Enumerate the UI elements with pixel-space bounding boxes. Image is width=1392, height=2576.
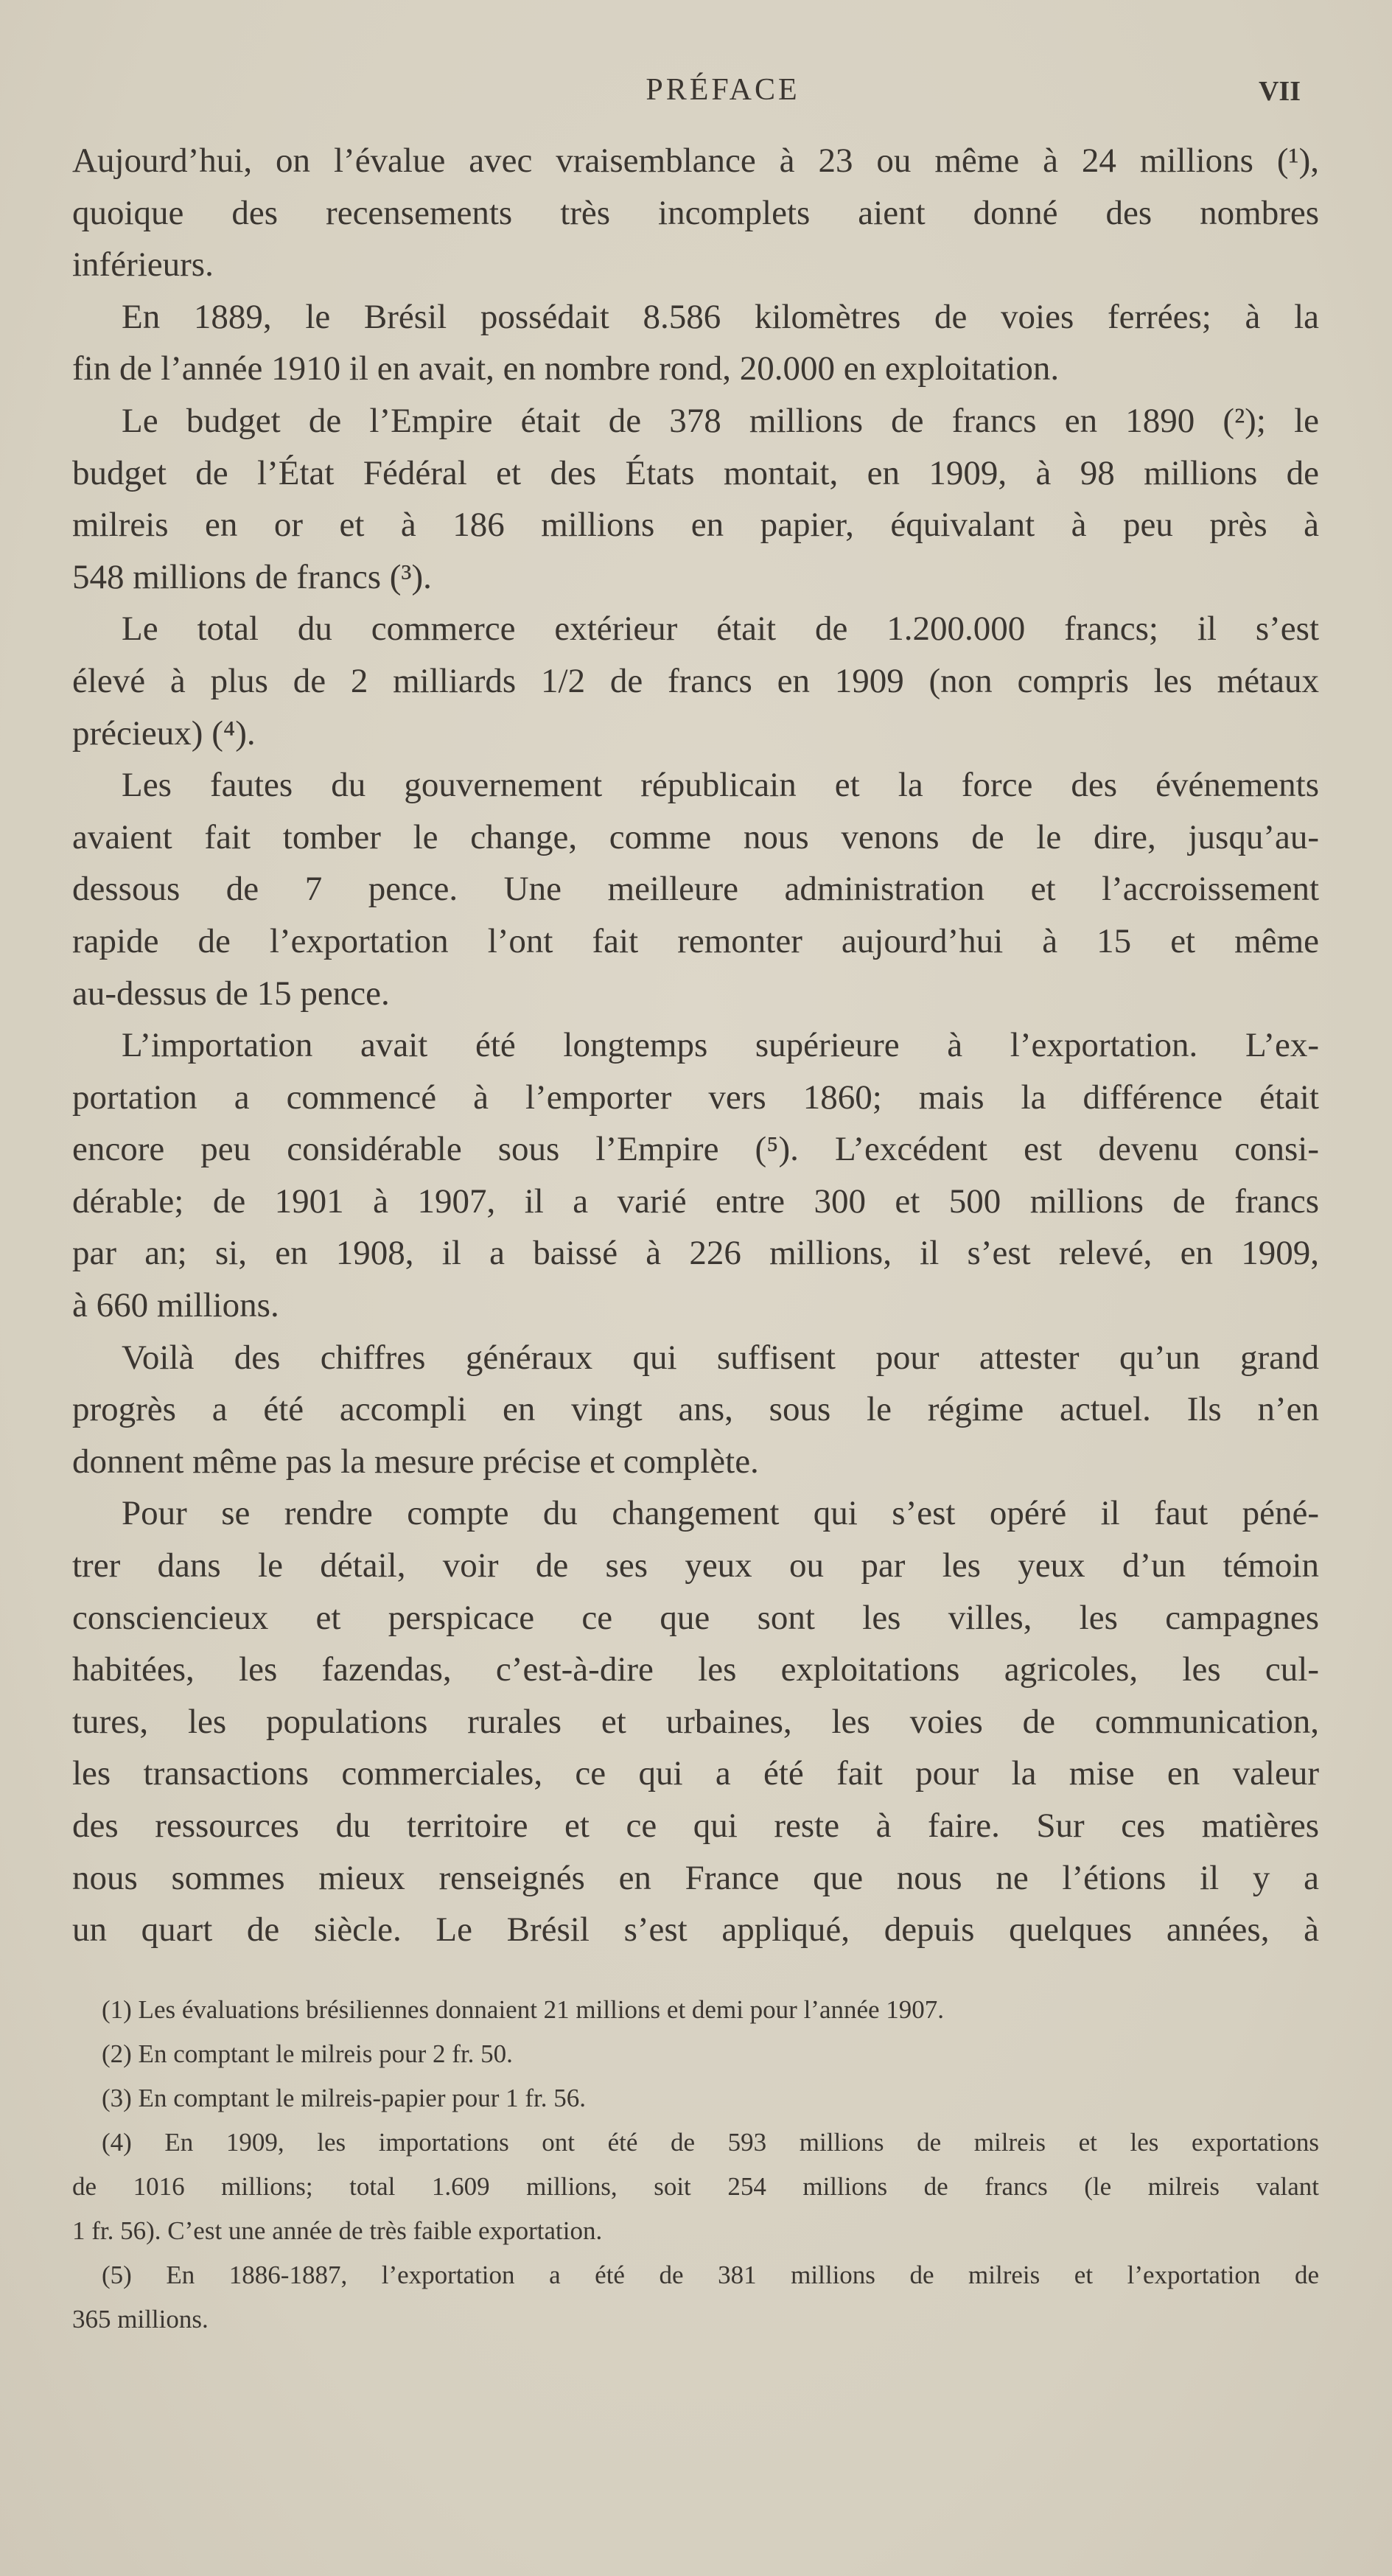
footnote-line: de 1016 millions; total 1.609 millions, soit 254 millions de francs (le milreis valant (72, 2172, 1319, 2201)
paragraph-line: Pour se rendre compte du changement qui s’est opéré il faut péné- (122, 1494, 1319, 1533)
footnotes (72, 1988, 1319, 2342)
page-number: VII (1258, 76, 1301, 107)
paragraph-line: donnent même pas la mesure précise et complète. (72, 1442, 759, 1481)
paragraph-line: au-dessus de 15 pence. (72, 974, 390, 1013)
paragraph-line: avaient fait tomber le change, comme nous venons de le dire, jusqu’au- (72, 817, 1319, 856)
paragraph-line: consciencieux et perspicace ce que sont les villes, les campagnes (72, 1598, 1319, 1637)
footnote-line: (3) En comptant le milreis-papier pour 1 fr. 56. (102, 2084, 587, 2112)
paragraph-line: 548 millions de francs (³). (72, 557, 432, 596)
paragraph-line: tures, les populations rurales et urbaines, les voies de communication, (72, 1702, 1319, 1741)
paragraph-line: Le budget de l’Empire était de 378 millions de francs en 1890 (²); le (122, 401, 1319, 440)
footnote-line: (2) En comptant le milreis pour 2 fr. 50. (102, 2039, 513, 2068)
paragraph-line: dessous de 7 pence. Une meilleure administration et l’accroissement (72, 870, 1319, 909)
paragraph-line: encore peu considérable sous l’Empire (⁵). L’excédent est devenu consi- (72, 1130, 1319, 1169)
paragraph-line: Le total du commerce extérieur était de 1.200.000 francs; il s’est (122, 610, 1319, 649)
paragraph-line: habitées, les fazendas, c’est-à-dire les exploitations agricoles, les cul- (72, 1650, 1319, 1689)
paragraph-line: Les fautes du gouvernement républicain et la force des événements (122, 766, 1319, 805)
footnote-line: (4) En 1909, les importations ont été de 593 millions de milreis et les exportations (102, 2128, 1319, 2157)
paragraph-line: un quart de siècle. Le Brésil s’est appliqué, depuis quelques années, à (72, 1910, 1319, 1950)
paragraph-line: Aujourd’hui, on l’évalue avec vraisemblance à 23 ou même à 24 millions (¹), (72, 142, 1319, 180)
paragraph-line: fin de l’année 1910 il en avait, en nombre rond, 20.000 en exploitation. (72, 349, 1060, 388)
paragraph-line: rapide de l’exportation l’ont fait remonter aujourd’hui à 15 et même (72, 921, 1319, 960)
paragraph-line: des ressources du territoire et ce qui reste à faire. Sur ces matières (72, 1807, 1319, 1845)
paragraph-line: Voilà des chiffres généraux qui suffisent pour attester qu’un grand (122, 1338, 1319, 1377)
paragraph-line: milreis en or et à 186 millions en papier, équivalant à peu près à (72, 506, 1319, 545)
paragraph-line: précieux) (⁴). (72, 713, 256, 753)
paragraph-line: En 1889, le Brésil possédait 8.586 kilomètres de voies ferrées; à la (122, 297, 1319, 336)
paragraph-line: inférieurs. (72, 245, 214, 285)
running-head (0, 72, 1392, 116)
paragraph-line: par an; si, en 1908, il a baissé à 226 millions, il s’est relevé, en 1909, (72, 1234, 1319, 1273)
running-title: PRÉFACE (646, 73, 800, 107)
paragraph-line: les transactions commerciales, ce qui a été fait pour la mise en valeur (72, 1754, 1319, 1793)
paragraph-line: portation a commencé à l’emporter vers 1860; mais la différence était (72, 1078, 1319, 1117)
footnote-line: (1) Les évaluations brésiliennes donnaient 21 millions et demi pour l’année 1907. (102, 1995, 945, 2024)
footnote-line: (5) En 1886-1887, l’exportation a été de 381 millions de milreis et l’exportation de (102, 2261, 1319, 2289)
paragraph-line: trer dans le détail, voir de ses yeux ou par les yeux d’un témoin (72, 1546, 1319, 1585)
paragraph-line: à 660 millions. (72, 1286, 279, 1325)
paragraph-line: élevé à plus de 2 milliards 1/2 de francs en 1909 (non compris les métaux (72, 661, 1319, 700)
paragraph-line: nous sommes mieux renseignés en France que nous ne l’étions il y a (72, 1858, 1319, 1897)
paragraph-line: budget de l’État Fédéral et des États montait, en 1909, à 98 millions de (72, 453, 1319, 492)
paragraph-line: progrès a été accompli en vingt ans, sous le régime actuel. Ils n’en (72, 1390, 1319, 1429)
paragraph-line: L’importation avait été longtemps supérieure à l’exportation. L’ex- (122, 1026, 1319, 1065)
paragraph-line: quoique des recensements très incomplets aient donné des nombres (72, 193, 1319, 232)
paragraph-line: dérable; de 1901 à 1907, il a varié entre 300 et 500 millions de francs (72, 1181, 1319, 1221)
body-text (72, 135, 1319, 1956)
footnote-line: 1 fr. 56). C’est une année de très faible exportation. (72, 2216, 603, 2245)
footnote-line: 365 millions. (72, 2305, 209, 2334)
